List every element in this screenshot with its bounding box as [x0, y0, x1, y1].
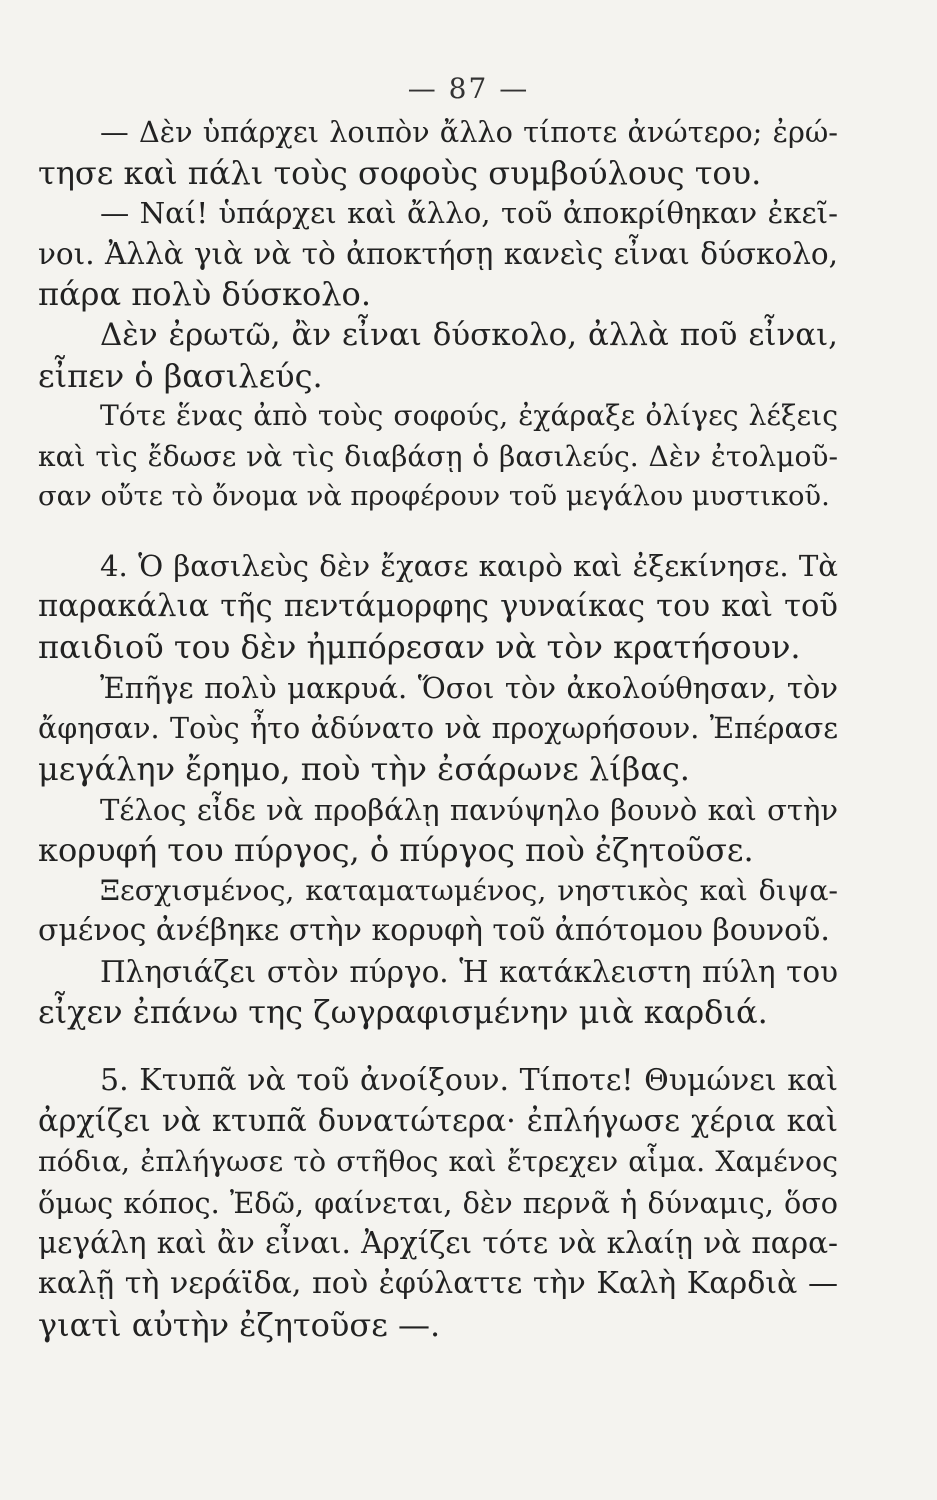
- text-line: Τότε ἕνας ἀπὸ τοὺς σοφούς, ἐχάραξε ὀλίγες λέξεις: [100, 399, 838, 433]
- text-line: μεγάλη καὶ ἂν εἶναι. Ἀρχίζει τότε νὰ κλαίῃ νὰ παρα-: [38, 1226, 838, 1261]
- text-line: 4. Ὁ βασιλεὺς δὲν ἔχασε καιρὸ καὶ ἐξεκίνησε. Τὰ: [100, 548, 838, 583]
- paragraph-gap: [38, 1033, 838, 1061]
- text-line: παρακάλια τῆς πεντάμορφης γυναίκας του καὶ τοῦ: [38, 588, 838, 624]
- text-line: σαν οὔτε τὸ ὄνομα νὰ προφέρουν τοῦ μεγάλου μυστικοῦ.: [38, 481, 830, 513]
- text-line: εἶχεν ἐπάνω της ζωγραφισμένην μιὰ καρδιά.: [38, 993, 768, 1032]
- text-line: νοι. Ἀλλὰ γιὰ νὰ τὸ ἀποκτήσῃ κανεὶς εἶναι δύσκολο,: [38, 236, 838, 271]
- text-line: Δὲν ἐρωτῶ, ἂν εἶναι δύσκολο, ἀλλὰ ποῦ εἶναι,: [100, 316, 838, 353]
- text-line: παιδιοῦ του δὲν ἠμπόρεσαν νὰ τὸν κρατήσουν.: [38, 628, 801, 667]
- paragraph-gap: [38, 518, 838, 546]
- text-line: ἄφησαν. Τοὺς ἦτο ἀδύνατο νὰ προχωρήσουν. Ἐπέρασε: [38, 711, 838, 746]
- text-line: ἀρχίζει νὰ κτυπᾶ δυνατώτερα· ἐπλήγωσε χέρια καὶ: [38, 1103, 838, 1139]
- page-number: — 87 —: [407, 72, 530, 105]
- text-line: σμένος ἀνέβηκε στὴν κορυφὴ τοῦ ἀπότομου βουνοῦ.: [38, 913, 830, 949]
- text-line: Ἐπῆγε πολὺ μακρυά. Ὅσοι τὸν ἀκολούθησαν, τὸν: [100, 670, 838, 705]
- text-line: κορυφή του πύργος, ὁ πύργος ποὺ ἐζητοῦσε.: [38, 831, 754, 870]
- text-line: τησε καὶ πάλι τοὺς σοφοὺς συμβούλους του.: [38, 153, 762, 192]
- body-text: [38, 112, 838, 1345]
- text-line: — Δὲν ὑπάρχει λοιπὸν ἄλλο τίποτε ἀνώτερο; ἐρώ-: [100, 115, 838, 149]
- text-line: πόδια, ἐπλήγωσε τὸ στῆθος καὶ ἔτρεχεν αἷμα. Χαμένος: [38, 1145, 838, 1179]
- text-line: εἶπεν ὁ βασιλεύς.: [38, 356, 323, 395]
- text-line: ὅμως κόπος. Ἐδῶ, φαίνεται, δὲν περνᾶ ἡ δύναμις, ὅσο: [38, 1185, 838, 1220]
- text-line: — Ναί! ὑπάρχει καὶ ἄλλο, τοῦ ἀποκρίθηκαν ἐκεῖ-: [100, 196, 838, 231]
- text-line: καὶ τὶς ἔδωσε νὰ τὶς διαβάσῃ ὁ βασιλεύς. Δὲν ἐτολμοῦ-: [38, 439, 838, 473]
- text-line: Πλησιάζει στὸν πύργο. Ἡ κατάκλειστη πύλη του: [100, 954, 838, 989]
- text-line: μεγάλην ἔρημο, ποὺ τὴν ἐσάρωνε λίβας.: [38, 749, 690, 788]
- text-line: πάρα πολὺ δύσκολο.: [38, 275, 371, 314]
- text-line: γιατὶ αὐτὴν ἐζητοῦσε —.: [38, 1305, 441, 1344]
- text-line: Ξεσχισμένος, καταματωμένος, νηστικὸς καὶ διψα-: [100, 873, 838, 907]
- text-line: καλῇ τὴ νεράϊδα, ποὺ ἐφύλαττε τὴν Καλὴ Καρδιὰ —: [38, 1266, 838, 1302]
- text-line: 5. Κτυπᾶ νὰ τοῦ ἀνοίξουν. Τίποτε! Θυμώνει καὶ: [100, 1063, 838, 1099]
- text-line: Τέλος εἶδε νὰ προβάλῃ πανύψηλο βουνὸ καὶ στὴν: [100, 792, 838, 827]
